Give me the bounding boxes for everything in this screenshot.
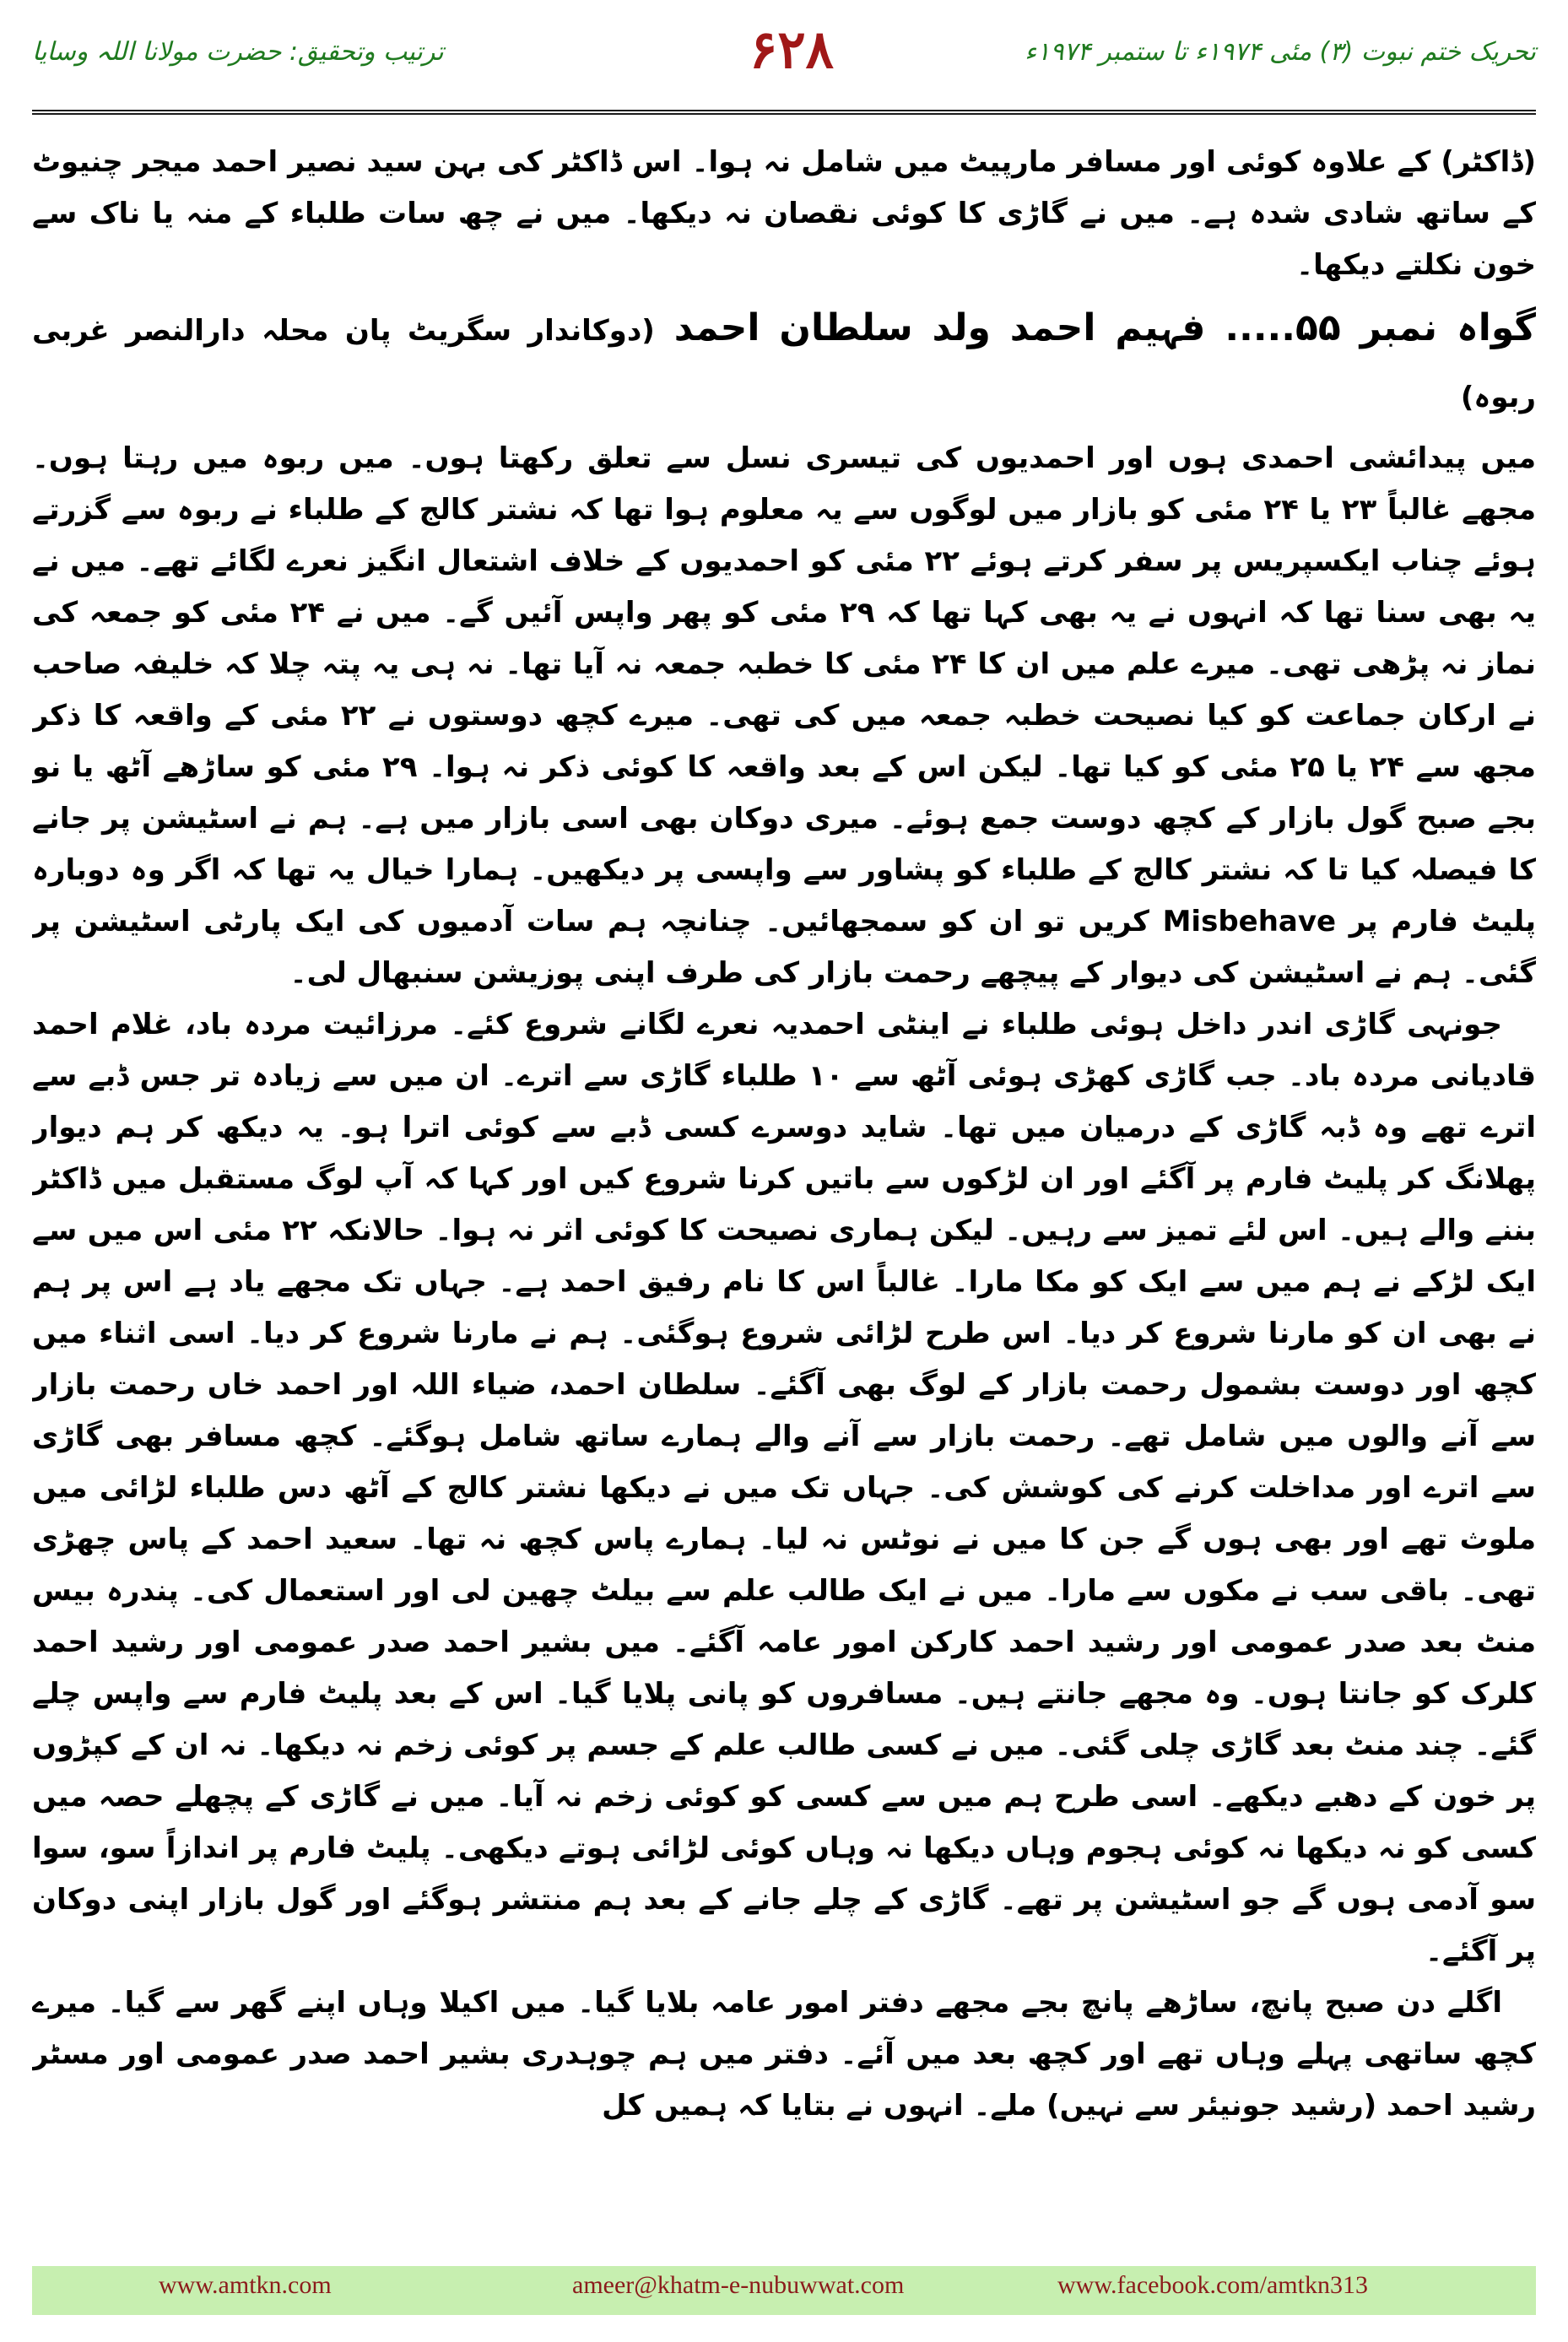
witness-heading xyxy=(32,296,1536,430)
footer-website-link[interactable]: www.amtkn.com xyxy=(159,2271,332,2299)
page-footer xyxy=(32,2266,1536,2315)
header-divider xyxy=(32,110,1536,115)
paragraph-testimony-3: اگلے دن صبح پانچ، ساڑھے پانچ بجے مجھے دفتر امور عامہ بلایا گیا۔ میں اکیلا وہاں اپنے گھر سے گیا۔ میرے کچھ ساتھی پہلے وہاں تھے اور کچھ بعد میں آئے۔ دفتر میں ہم چوہدری بشیر احمد صدر عمومی اور مسٹر رشید احمد (رشید جونیئر سے نہیں) ملے۔ انہوں نے بتایا کہ ہمیں کل xyxy=(32,1986,1536,2123)
footer-facebook-link[interactable]: www.facebook.com/amtkn313 xyxy=(1057,2271,1368,2299)
paragraph-intro: (ڈاکٹر) کے علاوہ کوئی اور مسافر مارپیٹ میں شامل نہ ہوا۔ اس ڈاکٹر کی بہن سید نصیر احمد میجر چنیوٹ کے ساتھ شادی شدہ ہے۔ میں نے گاڑی کا کوئی نقصان نہ دیکھا۔ میں نے چھ سات طلباء کے منہ یا ناک سے خون نکلتے دیکھا۔ xyxy=(32,145,1536,282)
page-body xyxy=(32,137,1536,2183)
paragraph-testimony-2: جونہی گاڑی اندر داخل ہوئی طلباء نے اینٹی احمدیہ نعرے لگانے شروع کئے۔ مرزائیت مردہ باد، غلام احمد قادیانی مردہ باد۔ جب گاڑی کھڑی ہوئی آٹھ سے ۱۰ طلباء گاڑی سے اترے۔ ان میں سے زیادہ تر جس ڈبے سے اترے تھے وہ ڈبہ گاڑی کے درمیان میں تھا۔ شاید دوسرے کسی ڈبے سے کوئی اترا ہو۔ یہ دیکھ کر ہم دیوار پھلانگ کر پلیٹ فارم پر آگئے اور ان لڑکوں سے باتیں کرنا شروع کیں اور کہا کہ آپ لوگ مستقبل میں ڈاکٹر بننے والے ہیں۔ اس لئے تمیز سے رہیں۔ لیکن ہماری نصیحت کا کوئی اثر نہ ہوا۔ حالانکہ ۲۲ مئی اس میں سے ایک لڑکے نے ہم میں سے ایک کو مکا مارا۔ غالباً اس کا نام رفیق احمد ہے۔ جہاں تک مجھے یاد ہے اس پر ہم نے بھی ان کو مارنا شروع کر دیا۔ اس طرح لڑائی شروع ہوگئی۔ ہم نے مارنا شروع کر دیا۔ اسی اثناء میں کچھ اور دوست بشمول رحمت بازار کے لوگ بھی آگئے۔ سلطان احمد، ضیاء اللہ اور احمد خاں رحمت بازار سے آنے والوں میں شامل تھے۔ رحمت بازار سے آنے والے ہمارے ساتھ شامل ہوگئے۔ کچھ مسافر بھی گاڑی سے اترے اور مداخلت کرنے کی کوشش کی۔ جہاں تک میں نے دیکھا نشتر کالج کے آٹھ دس طلباء لڑائی میں ملوث تھے اور بھی ہوں گے جن کا میں نے نوٹس نہ لیا۔ ہمارے پاس کچھ نہ تھا۔ سعید احمد کے پاس چھڑی تھی۔ باقی سب نے مکوں سے مارا۔ میں نے ایک طالب علم سے بیلٹ چھین لی اور استعمال کی۔ پندرہ بیس منٹ بعد صدر عمومی اور رشید احمد کارکن امور عامہ آگئے۔ میں بشیر احمد صدر عمومی اور رشید احمد کلرک کو جانتا ہوں۔ وہ مجھے جانتے ہیں۔ مسافروں کو پانی پلایا گیا۔ اس کے بعد پلیٹ فارم سے واپس چلے گئے۔ چند منٹ بعد گاڑی چلی گئی۔ میں نے کسی طالب علم کے جسم پر کوئی زخم نہ دیکھا۔ نہ ان کے کپڑوں پر خون کے دھبے دیکھے۔ اسی طرح ہم میں سے کسی کو کوئی زخم نہ آیا۔ میں نے گاڑی کے پچھلے حصہ میں کسی کو نہ دیکھا نہ کوئی ہجوم وہاں دیکھا نہ وہاں کوئی لڑائی ہوتے دیکھی۔ پلیٹ فارم پر اندازاً سو، سوا سو آدمی ہوں گے جو اسٹیشن پر تھے۔ گاڑی کے چلے جانے کے بعد ہم منتشر ہوگئے اور گول بازار اپنی دوکان پر آگئے۔ xyxy=(32,1008,1536,1968)
page-number: ۶۲۸ xyxy=(749,19,834,80)
page-header xyxy=(32,0,1536,127)
footer-email-link[interactable]: ameer@khatm-e-nubuwwat.com xyxy=(572,2271,905,2299)
witness-occupation: (دوکاندار سگریٹ پان محلہ دارالنصر غربی ربوہ) xyxy=(32,314,1536,414)
book-title: تحریک ختم نبوت (۳) مئی ۱۹۷۴ء تا ستمبر ۱۹۷۴ء xyxy=(1025,37,1536,67)
witness-name: گواہ نمبر ۵۵..... فہیم احمد ولد سلطان احمد xyxy=(673,306,1536,349)
paragraph-testimony-1: میں پیدائشی احمدی ہوں اور احمدیوں کی تیسری نسل سے تعلق رکھتا ہوں۔ میں ربوہ میں رہتا ہوں۔ مجھے غالباً ۲۳ یا ۲۴ مئی کو بازار میں لوگوں سے یہ معلوم ہوا تھا کہ نشتر کالج کے طلباء نے ربوہ سے گزرتے ہوئے چناب ایکسپریس پر سفر کرتے ہوئے ۲۲ مئی کو احمدیوں کے خلاف اشتعال انگیز نعرے لگائے تھے۔ میں نے یہ بھی سنا تھا کہ انہوں نے یہ بھی کہا تھا کہ ۲۹ مئی کو پھر واپس آئیں گے۔ میں نے ۲۴ مئی کو جمعہ کی نماز نہ پڑھی تھی۔ میرے علم میں ان کا ۲۴ مئی کا خطبہ جمعہ نہ آیا تھا۔ نہ ہی یہ پتہ چلا کہ خلیفہ صاحب نے ارکان جماعت کو کیا نصیحت خطبہ جمعہ میں کی تھی۔ میرے کچھ دوستوں نے ۲۲ مئی کے واقعہ کا ذکر مجھ سے ۲۴ یا ۲۵ مئی کو کیا تھا۔ لیکن اس کے بعد واقعہ کا کوئی ذکر نہ ہوا۔ ۲۹ مئی کو ساڑھے آٹھ یا نو بجے صبح گول بازار کے کچھ دوست جمع ہوئے۔ میری دوکان بھی اسی بازار میں ہے۔ ہم نے اسٹیشن پر جانے کا فیصلہ کیا تا کہ نشتر کالج کے طلباء کو پشاور سے واپسی پر دیکھیں۔ ہمارا خیال یہ تھا کہ اگر وہ دوبارہ پلیٹ فارم پر Misbehave کریں تو ان کو سمجھائیں۔ چنانچہ ہم سات آدمیوں کی ایک پارٹی اسٹیشن پر گئی۔ ہم نے اسٹیشن کی دیوار کے پیچھے رحمت بازار کی طرف اپنی پوزیشن سنبھال لی۔ xyxy=(32,441,1536,990)
compiler-credit: ترتیب وتحقیق: حضرت مولانا اللہ وسایا xyxy=(32,37,444,67)
